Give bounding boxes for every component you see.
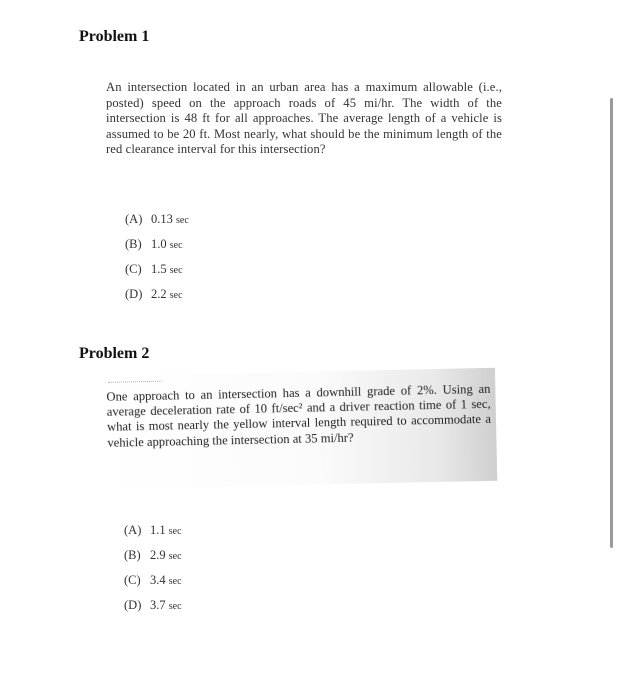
choice-value: 2.9 — [150, 548, 166, 562]
choice-unit: sec — [176, 215, 189, 226]
choice-b[interactable] — [125, 232, 189, 257]
choice-value: 1.0 — [151, 237, 167, 251]
choice-unit: sec — [169, 265, 183, 276]
choice-letter: (B) — [124, 548, 141, 562]
choice-letter: (C) — [125, 262, 142, 276]
choice-c[interactable] — [124, 568, 182, 593]
choice-unit: sec — [168, 601, 182, 612]
choice-d[interactable] — [124, 593, 182, 618]
choice-value: 0.13 — [151, 212, 173, 226]
problem-2-scan-clip — [100, 368, 497, 489]
problem-1-choices — [125, 207, 189, 307]
vertical-scrollbar[interactable] — [610, 98, 613, 548]
choice-unit: sec — [169, 290, 183, 301]
choice-letter: (A) — [124, 523, 142, 537]
choice-a[interactable] — [124, 518, 182, 543]
choice-unit: sec — [168, 551, 182, 562]
choice-value: 1.1 — [150, 523, 166, 537]
choice-unit: sec — [169, 240, 183, 251]
choice-value: 1.5 — [151, 262, 167, 276]
choice-unit: sec — [168, 526, 182, 537]
problem-2-choices — [124, 518, 182, 618]
choice-letter: (D) — [125, 287, 143, 301]
problem-1-heading: Problem 1 — [79, 28, 150, 45]
scan-artifact — [108, 375, 162, 383]
choice-value: 3.4 — [150, 573, 166, 587]
choice-unit: sec — [168, 576, 182, 587]
choice-letter: (D) — [124, 598, 142, 612]
choice-value: 2.2 — [151, 287, 167, 301]
problem-1-question: An intersection located in an urban area has a maximum allowable (i.e., posted) speed on the approach roads of 45 mi/hr. The width of the intersection is 48 ft for all approaches. The average length of a vehicle is assumed to be 20 ft. Most nearly, what should be the minimum length of the red clearance interval for this intersection? — [106, 80, 502, 157]
problem-2-heading: Problem 2 — [79, 345, 150, 362]
choice-letter: (A) — [125, 212, 143, 226]
choice-a[interactable] — [125, 207, 189, 232]
choice-letter: (C) — [124, 573, 141, 587]
problem-2-question: One approach to an intersection has a downhill grade of 2%. Using an average deceleration rate of 10 ft/sec² and a driver reaction time of 1 sec, what is most nearly the yellow interval length required to accommodate a vehicle approaching the intersection at 35 mi/hr? — [106, 381, 492, 450]
choice-value: 3.7 — [150, 598, 166, 612]
choice-letter: (B) — [125, 237, 142, 251]
choice-b[interactable] — [124, 543, 182, 568]
choice-c[interactable] — [125, 257, 189, 282]
choice-d[interactable] — [125, 282, 189, 307]
